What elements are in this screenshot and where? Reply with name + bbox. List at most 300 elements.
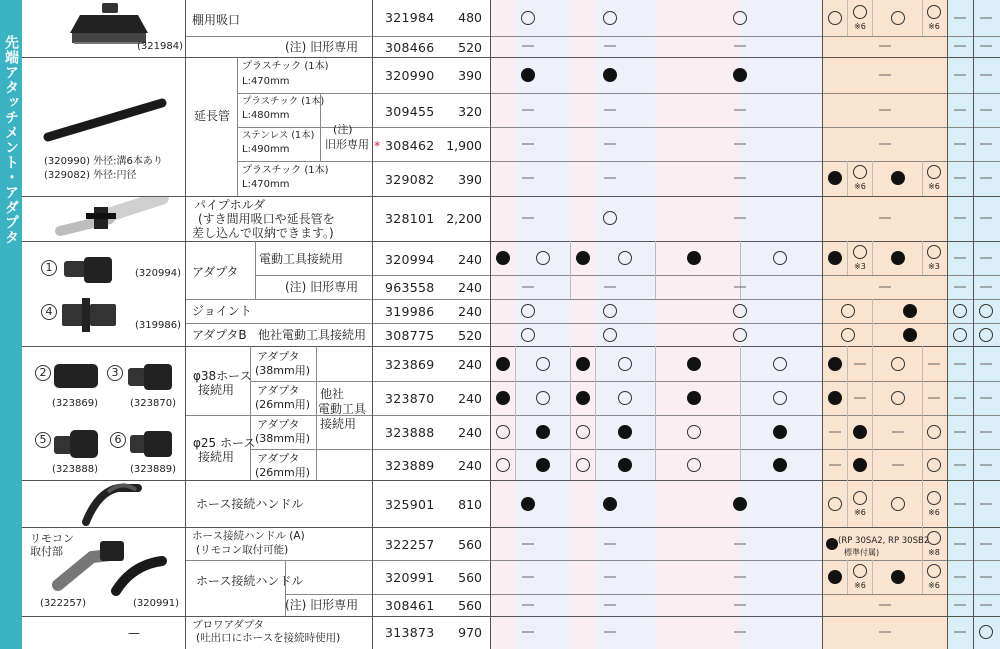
price: 240 xyxy=(458,458,482,473)
sub-label: (26mm用) xyxy=(255,398,311,411)
dash-mark xyxy=(734,287,746,288)
price: 320 xyxy=(458,104,482,119)
filled-circle-mark xyxy=(687,357,701,371)
dash-mark xyxy=(980,218,992,219)
dash-mark xyxy=(879,287,891,288)
image-caption: (319986) xyxy=(135,320,181,331)
sub-label: (38mm用) xyxy=(255,364,311,377)
dash-mark xyxy=(980,75,992,76)
price: 390 xyxy=(458,68,482,83)
dash-mark xyxy=(980,605,992,606)
filled-circle-mark xyxy=(618,458,632,472)
adapter-image xyxy=(126,362,176,392)
filled-circle-mark xyxy=(826,538,838,550)
price: 560 xyxy=(458,537,482,552)
footnote-mark: ※6 xyxy=(854,508,866,517)
part-code: 322257 xyxy=(385,537,435,552)
price: 480 xyxy=(458,10,482,25)
dash-mark xyxy=(604,605,616,606)
dash-mark xyxy=(734,577,746,578)
dash-mark xyxy=(522,110,534,111)
item-name: ブロワアダプタ xyxy=(192,619,265,631)
spec: プラスチック (1本) xyxy=(242,96,325,107)
dash-mark xyxy=(954,504,966,505)
dash-mark xyxy=(954,18,966,19)
dash-mark xyxy=(829,465,841,466)
pipe-holder-image xyxy=(50,197,170,241)
dash-mark xyxy=(829,432,841,433)
dash-mark xyxy=(604,178,616,179)
image-caption: (320991) xyxy=(133,598,179,609)
price: 520 xyxy=(458,328,482,343)
dash-mark xyxy=(879,605,891,606)
open-circle-mark xyxy=(979,328,993,342)
dash-mark xyxy=(879,75,891,76)
number-badge: 2 xyxy=(35,365,51,381)
footnote-mark: ※8 xyxy=(928,548,940,557)
part-code: 308466 xyxy=(385,40,435,55)
part-code: 321984 xyxy=(385,10,435,25)
band xyxy=(515,0,570,649)
open-circle-mark xyxy=(521,328,535,342)
item-desc: (すき間用吸口や延長管を xyxy=(198,212,335,226)
other-brand-label: 他社 xyxy=(320,387,345,401)
note-old-model: (注) 旧形専用 xyxy=(285,40,359,54)
open-circle-mark xyxy=(618,251,632,265)
dash-mark xyxy=(954,605,966,606)
open-circle-mark xyxy=(927,564,941,578)
price: 240 xyxy=(458,357,482,372)
part-code: 328101 xyxy=(385,211,435,226)
number-badge: 1 xyxy=(41,260,57,276)
dash-mark xyxy=(954,258,966,259)
price: 240 xyxy=(458,391,482,406)
part-code: 323870 xyxy=(385,391,435,406)
open-circle-mark xyxy=(521,304,535,318)
dash-mark xyxy=(980,432,992,433)
number-badge: 4 xyxy=(41,304,57,320)
open-circle-mark xyxy=(687,425,701,439)
filled-circle-mark xyxy=(496,357,510,371)
open-circle-mark xyxy=(687,458,701,472)
price: 970 xyxy=(458,625,482,640)
image-placeholder-dash: — xyxy=(128,626,140,640)
open-circle-mark xyxy=(773,357,787,371)
filled-circle-mark xyxy=(903,328,917,342)
dash-mark xyxy=(879,144,891,145)
part-code: 323889 xyxy=(385,458,435,473)
filled-circle-mark xyxy=(853,425,867,439)
filled-circle-mark xyxy=(687,391,701,405)
open-circle-mark xyxy=(576,425,590,439)
band xyxy=(740,0,822,649)
sub-label: (26mm用) xyxy=(255,466,311,479)
dash-mark xyxy=(734,605,746,606)
item-name: ホース接続ハンドル (A) xyxy=(192,530,305,542)
dash-mark xyxy=(980,364,992,365)
note-old-model: (注) 旧形専用 xyxy=(285,598,359,612)
image-caption: (323870) xyxy=(130,398,176,409)
number-badge: 6 xyxy=(110,432,126,448)
dash-mark xyxy=(854,398,866,399)
dash-mark xyxy=(734,110,746,111)
open-circle-mark xyxy=(927,245,941,259)
dash-mark xyxy=(604,110,616,111)
item-name: パイプホルダ xyxy=(194,198,266,212)
dash-mark xyxy=(522,577,534,578)
filled-circle-mark xyxy=(576,391,590,405)
footnote-mark: ※3 xyxy=(928,262,940,271)
dash-mark xyxy=(522,544,534,545)
open-circle-mark xyxy=(576,458,590,472)
image-caption: (321984) xyxy=(137,41,183,52)
length: L:490mm xyxy=(242,144,290,155)
spec: プラスチック (1本) xyxy=(242,165,329,176)
filled-circle-mark xyxy=(536,458,550,472)
dash-mark xyxy=(604,632,616,633)
part-code: 309455 xyxy=(385,104,435,119)
dash-mark xyxy=(854,364,866,365)
open-circle-mark xyxy=(853,245,867,259)
open-circle-mark xyxy=(927,458,941,472)
dash-mark xyxy=(522,46,534,47)
dash-mark xyxy=(980,144,992,145)
item-name: ジョイント xyxy=(192,304,252,318)
filled-circle-mark xyxy=(903,304,917,318)
open-circle-mark xyxy=(891,11,905,25)
sub-label: アダプタ xyxy=(257,452,300,465)
dash-mark xyxy=(892,432,904,433)
dash-mark xyxy=(980,258,992,259)
dash-mark xyxy=(734,46,746,47)
group-label: 延長管 xyxy=(194,109,231,123)
image-caption: (329082) 外径:円径 xyxy=(44,170,137,181)
dash-mark xyxy=(954,465,966,466)
dash-mark xyxy=(980,504,992,505)
dash-mark xyxy=(980,178,992,179)
dash-mark xyxy=(954,178,966,179)
dash-mark xyxy=(604,46,616,47)
part-code: 320994 xyxy=(385,252,435,267)
extension-pipe-image xyxy=(40,95,170,145)
filled-circle-mark xyxy=(828,171,842,185)
filled-circle-mark xyxy=(576,251,590,265)
part-code: 963558 xyxy=(385,280,435,295)
footnote-mark: ※6 xyxy=(928,581,940,590)
dash-mark xyxy=(604,287,616,288)
filled-circle-mark xyxy=(891,251,905,265)
open-circle-mark xyxy=(536,251,550,265)
open-circle-mark xyxy=(521,11,535,25)
price: 240 xyxy=(458,425,482,440)
open-circle-mark xyxy=(618,391,632,405)
dash-mark xyxy=(954,75,966,76)
price: 2,200 xyxy=(446,211,482,226)
filled-circle-mark xyxy=(603,68,617,82)
price: 810 xyxy=(458,497,482,512)
filled-circle-mark xyxy=(536,425,550,439)
rp-note: 標準付属) xyxy=(844,548,880,557)
group-label: 接続用 xyxy=(198,450,235,464)
group-label: φ25 ホース xyxy=(193,436,256,450)
dash-mark xyxy=(522,632,534,633)
open-circle-mark xyxy=(891,391,905,405)
note: (注) xyxy=(333,123,353,136)
item-sub: 他社電動工具接続用 xyxy=(258,328,367,342)
open-circle-mark xyxy=(927,425,941,439)
dash-mark xyxy=(980,287,992,288)
dash-mark xyxy=(954,144,966,145)
filled-circle-mark xyxy=(828,391,842,405)
open-circle-mark xyxy=(853,5,867,19)
remote-label: リモコン xyxy=(30,532,74,545)
open-circle-mark xyxy=(603,304,617,318)
footnote-mark: ※6 xyxy=(928,508,940,517)
dash-mark xyxy=(954,544,966,545)
open-circle-mark xyxy=(927,531,941,545)
open-circle-mark xyxy=(891,357,905,371)
spec: ステンレス (1本) xyxy=(242,130,315,141)
dash-mark xyxy=(980,46,992,47)
price: 390 xyxy=(458,172,482,187)
part-code: 329082 xyxy=(385,172,435,187)
spec: プラスチック (1本) xyxy=(242,61,329,72)
dash-mark xyxy=(879,110,891,111)
item-desc: (リモコン取付可能) xyxy=(196,544,289,556)
open-circle-mark xyxy=(733,328,747,342)
filled-circle-mark xyxy=(521,68,535,82)
filled-circle-mark xyxy=(733,68,747,82)
image-caption: (320994) xyxy=(135,268,181,279)
open-circle-mark xyxy=(979,625,993,639)
length: L:470mm xyxy=(242,179,290,190)
dash-mark xyxy=(892,465,904,466)
dash-mark xyxy=(954,577,966,578)
open-circle-mark xyxy=(927,5,941,19)
group-label: φ38ホース xyxy=(193,369,252,383)
open-circle-mark xyxy=(979,304,993,318)
price: 240 xyxy=(458,304,482,319)
open-circle-mark xyxy=(841,328,855,342)
remote-label: 取付部 xyxy=(30,545,63,558)
part-code: 320991 xyxy=(385,570,435,585)
number-badge: 3 xyxy=(107,365,123,381)
joint-image xyxy=(60,296,120,332)
filled-circle-mark xyxy=(853,458,867,472)
open-circle-mark xyxy=(603,328,617,342)
open-circle-mark xyxy=(891,497,905,511)
sidebar-title: 先端アタッチメント・アダプタ xyxy=(3,35,19,245)
other-brand-label: 電動工具 xyxy=(318,402,367,416)
item-name: ホース接続ハンドル xyxy=(196,574,304,588)
hose-handle-image xyxy=(78,482,148,526)
open-circle-mark xyxy=(603,11,617,25)
filled-circle-mark xyxy=(496,251,510,265)
filled-circle-mark xyxy=(618,425,632,439)
dash-mark xyxy=(734,218,746,219)
filled-circle-mark xyxy=(891,570,905,584)
dash-mark xyxy=(879,46,891,47)
filled-circle-mark xyxy=(828,570,842,584)
adapter-image xyxy=(128,429,176,459)
open-circle-mark xyxy=(733,11,747,25)
other-brand-label: 接続用 xyxy=(320,417,357,431)
note-old-model: (注) 旧形専用 xyxy=(285,280,359,294)
dash-mark xyxy=(879,632,891,633)
price: 520 xyxy=(458,40,482,55)
dash-mark xyxy=(522,218,534,219)
dash-mark xyxy=(980,18,992,19)
hose-handle-a-image xyxy=(52,535,177,597)
part-code: 319986 xyxy=(385,304,435,319)
sub-label: アダプタ xyxy=(257,350,300,363)
dash-mark xyxy=(954,364,966,365)
image-caption: (320990) 外径:溝6本あり xyxy=(44,156,163,167)
filled-circle-mark xyxy=(496,391,510,405)
footnote-mark: ※6 xyxy=(854,581,866,590)
open-circle-mark xyxy=(828,11,842,25)
dash-mark xyxy=(980,577,992,578)
dash-mark xyxy=(522,178,534,179)
dash-mark xyxy=(954,432,966,433)
part-code: 325901 xyxy=(385,497,435,512)
band xyxy=(490,0,515,649)
sub-label: アダプタ xyxy=(257,418,300,431)
dash-mark xyxy=(954,398,966,399)
open-circle-mark xyxy=(496,458,510,472)
footnote-mark: ※6 xyxy=(928,182,940,191)
sub-label: アダプタ xyxy=(257,384,300,397)
price: 240 xyxy=(458,252,482,267)
image-caption: (323888) xyxy=(52,464,98,475)
dash-mark xyxy=(954,110,966,111)
open-circle-mark xyxy=(773,251,787,265)
band xyxy=(570,0,595,649)
open-circle-mark xyxy=(536,357,550,371)
open-circle-mark xyxy=(927,491,941,505)
open-circle-mark xyxy=(536,391,550,405)
footnote-mark: ※6 xyxy=(854,22,866,31)
item-name: アダプタ xyxy=(192,265,239,279)
footnote-mark: ※3 xyxy=(854,262,866,271)
dash-mark xyxy=(980,110,992,111)
dash-mark xyxy=(954,46,966,47)
part-code: 308775 xyxy=(385,328,435,343)
price: 560 xyxy=(458,598,482,613)
dash-mark xyxy=(522,605,534,606)
filled-circle-mark xyxy=(521,497,535,511)
asterisk-mark: * xyxy=(374,138,381,153)
rp-note: (RP 30SA2, RP 30SB2 xyxy=(838,536,930,546)
item-desc: 差し込んで収納できます。) xyxy=(192,226,334,240)
footnote-mark: ※6 xyxy=(928,22,940,31)
dash-mark xyxy=(604,544,616,545)
item-name: ホース接続ハンドル xyxy=(196,497,304,511)
adapter-image xyxy=(52,428,102,460)
open-circle-mark xyxy=(927,165,941,179)
dash-mark xyxy=(928,364,940,365)
open-circle-mark xyxy=(603,211,617,225)
adapter-image xyxy=(52,360,102,392)
price: 1,900 xyxy=(446,138,482,153)
open-circle-mark xyxy=(853,491,867,505)
part-code: 320990 xyxy=(385,68,435,83)
filled-circle-mark xyxy=(773,458,787,472)
dash-mark xyxy=(954,632,966,633)
dash-mark xyxy=(734,632,746,633)
item-name: 棚用吸口 xyxy=(192,13,241,27)
open-circle-mark xyxy=(953,304,967,318)
image-caption: (323869) xyxy=(52,398,98,409)
part-code: 323869 xyxy=(385,357,435,372)
filled-circle-mark xyxy=(828,357,842,371)
part-code: 308461 xyxy=(385,598,435,613)
item-desc: (吐出口にホースを接続時使用) xyxy=(196,632,341,644)
open-circle-mark xyxy=(853,165,867,179)
band xyxy=(655,0,740,649)
dash-mark xyxy=(522,144,534,145)
dash-mark xyxy=(734,544,746,545)
dash-mark xyxy=(954,218,966,219)
open-circle-mark xyxy=(853,564,867,578)
dash-mark xyxy=(879,218,891,219)
dash-mark xyxy=(734,178,746,179)
open-circle-mark xyxy=(733,304,747,318)
filled-circle-mark xyxy=(603,497,617,511)
dash-mark xyxy=(734,144,746,145)
price: 240 xyxy=(458,280,482,295)
part-code: 323888 xyxy=(385,425,435,440)
dash-mark xyxy=(980,465,992,466)
image-caption: (323889) xyxy=(130,464,176,475)
dash-mark xyxy=(928,398,940,399)
group-label: 接続用 xyxy=(198,383,235,397)
dash-mark xyxy=(604,577,616,578)
filled-circle-mark xyxy=(576,357,590,371)
band xyxy=(595,0,655,649)
filled-circle-mark xyxy=(828,251,842,265)
open-circle-mark xyxy=(841,304,855,318)
part-code: 308462 xyxy=(385,138,435,153)
length: L:480mm xyxy=(242,110,290,121)
adapter-image xyxy=(62,255,117,285)
length: L:470mm xyxy=(242,76,290,87)
dash-mark xyxy=(954,287,966,288)
filled-circle-mark xyxy=(891,171,905,185)
footnote-mark: ※6 xyxy=(854,182,866,191)
filled-circle-mark xyxy=(773,425,787,439)
filled-circle-mark xyxy=(687,251,701,265)
price: 560 xyxy=(458,570,482,585)
filled-circle-mark xyxy=(733,497,747,511)
open-circle-mark xyxy=(773,391,787,405)
open-circle-mark xyxy=(496,425,510,439)
sub-label: (38mm用) xyxy=(255,432,311,445)
part-code: 313873 xyxy=(385,625,435,640)
number-badge: 5 xyxy=(35,432,51,448)
dash-mark xyxy=(522,287,534,288)
open-circle-mark xyxy=(618,357,632,371)
item-sub: 電動工具接続用 xyxy=(259,252,344,266)
dash-mark xyxy=(980,398,992,399)
open-circle-mark xyxy=(828,497,842,511)
item-name: アダプタB xyxy=(192,328,247,342)
open-circle-mark xyxy=(953,328,967,342)
note: 旧形専用 xyxy=(325,138,369,151)
image-caption: (322257) xyxy=(40,598,86,609)
dash-mark xyxy=(604,144,616,145)
dash-mark xyxy=(980,544,992,545)
